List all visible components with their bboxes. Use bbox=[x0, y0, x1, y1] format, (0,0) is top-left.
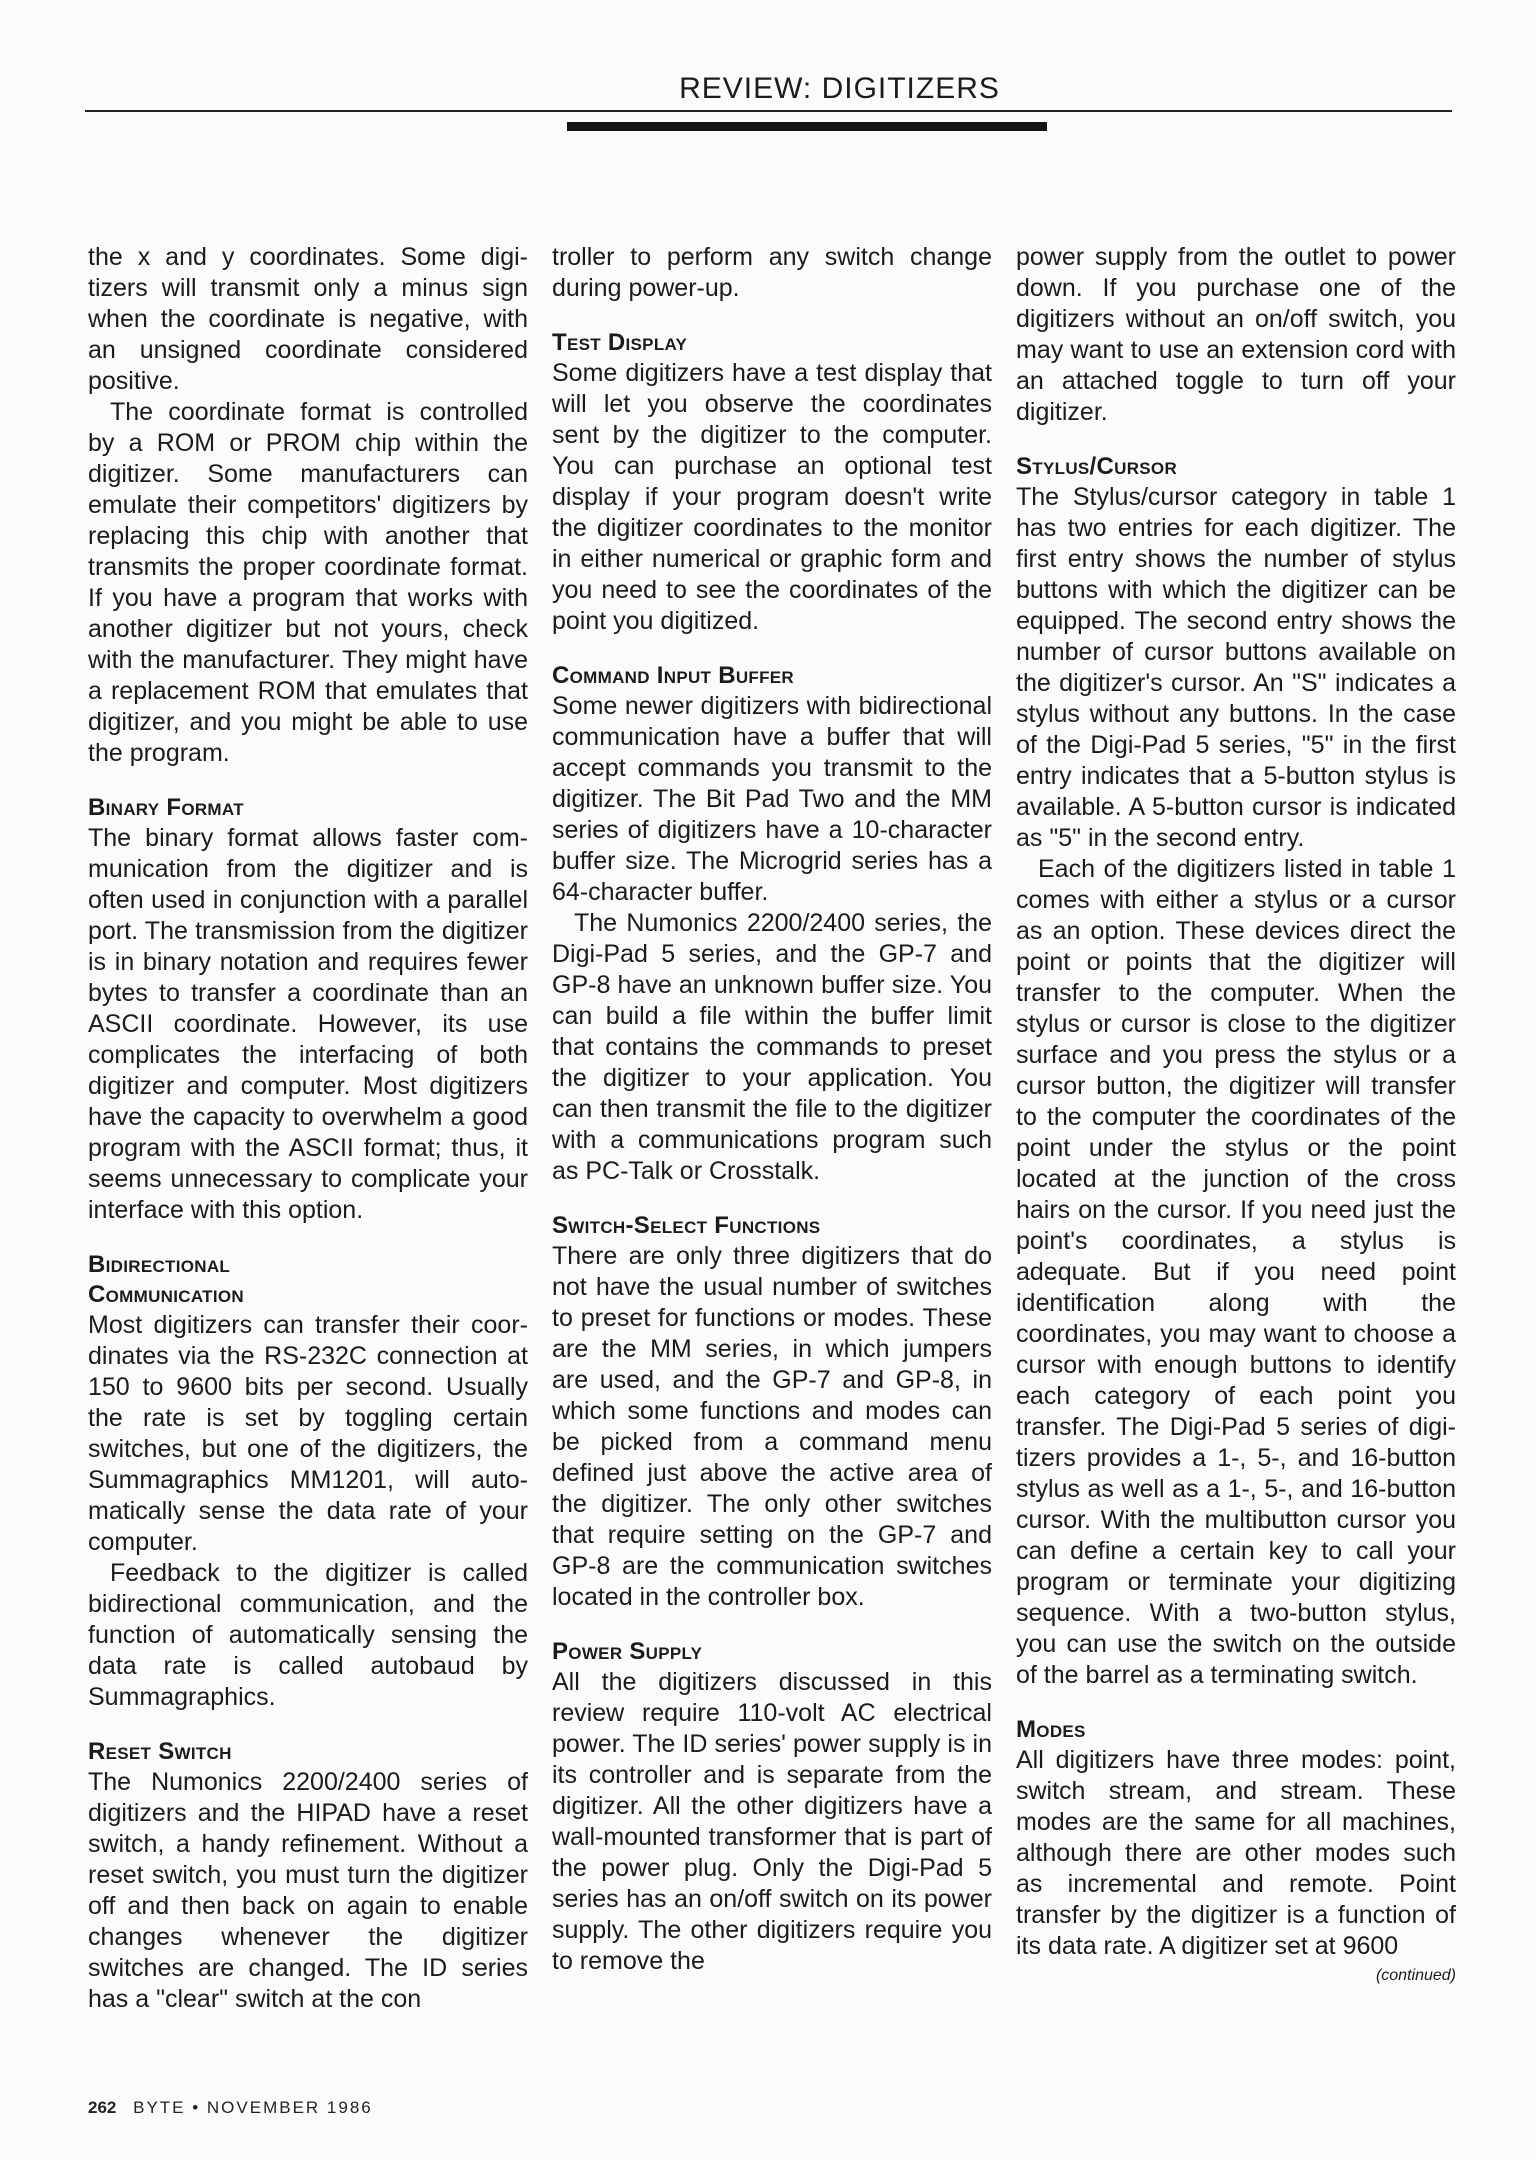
paragraph: Each of the digitizers listed in table 1 comes with either a stylus or a cursor as an option. These devices direct the point or points that the digitizer will transfer to the computer. When the stylus or cursor is close to the digitizer surface and you press the stylus or a cursor button, the digitizer will transfer to the computer the coordinates of the point under the stylus or the point located at the junction of the cross hairs on the cursor. If you need just the point's coordinates, a stylus is adequate. But if you need point identification along with the coordinates, you may want to choose a cursor with enough buttons to identify each category of each point you transfer. The Digi-Pad 5 series of digitizers provides a 1-, 5-, and 16-button stylus as well as a 1-, 5-, and 16-button cursor. With the multibutton cursor you can define a certain key to call your program or terminate your digitizing sequence. With a two-button stylus, you can use the switch on the outside of the barrel as a terminating switch. bbox=[1016, 855, 1456, 1689]
section-heading: Stylus/Cursor bbox=[1016, 453, 1178, 480]
paragraph: The Numonics 2200/2400 series, the Digi-Pad 5 series, and the GP-7 and GP-8 have an unknown buffer size. You can build a file within the buffer limit that contains the commands to preset the digitizer to your application. You can then transmit the file to the digitizer with a communications program such as PC-Talk or Crosstalk. bbox=[552, 909, 992, 1185]
section-heading: Bidirectional bbox=[88, 1251, 231, 1278]
paragraph: There are only three digitizers that do not have the usual number of switches to preset for functions or modes. These are the MM series, in which jumpers are used, and the GP-7 and GP-8, in which some functions and modes can be picked from a command menu defined just above the active area of the digitizer. The only other switches that require setting on the GP-7 and GP-8 are the communication switches located in the controller box. bbox=[552, 1242, 992, 1611]
publication-line: BYTE • NOVEMBER 1986 bbox=[133, 2098, 373, 2117]
paragraph: the x and y coordinates. Some digitizers will transmit only a minus sign when the coordinate is negative, with an unsigned coordinate considered positive. bbox=[88, 243, 528, 395]
paragraph: Some digitizers have a test display that will let you observe the coordinates sent by the digitizer to the computer. You can purchase an optional test display if your program doesn't write the digitizer coordinates to the monitor in either numerical or graphic form and you need to see the coordinates of the point you digitized. bbox=[552, 359, 992, 635]
page-footer bbox=[88, 2098, 373, 2118]
section-heading: Power Supply bbox=[552, 1638, 703, 1665]
paragraph: All digitizers have three modes: point, switch stream, and stream. These modes are the same for all machines, although there are other modes such as incremental and remote. Point transfer by the digitizer is a function of its data rate. A digitizer set at 9600 bbox=[1016, 1746, 1456, 1960]
section-heading: Communication bbox=[88, 1281, 244, 1308]
paragraph: Most digitizers can transfer their coordinates via the RS-232C connection at 150 to 9600 bits per second. Usually the rate is set by toggling certain switches, but one of the digitizers, the Summagraphics MM1201, will automatically sense the data rate of your computer. bbox=[88, 1311, 528, 1556]
paragraph: The binary format allows faster communication from the digitizer and is often used in conjunction with a parallel port. The transmission from the digitizer is in binary notation and requires fewer bytes to transfer a coordinate than an ASCII coordinate. However, its use complicates the interfacing of both digitizer and computer. Most digitizers have the capacity to overwhelm a good program with the ASCII format; thus, it seems unnecessary to complicate your interface with this option. bbox=[88, 824, 528, 1224]
section-heading: Reset Switch bbox=[88, 1738, 232, 1765]
header-title: REVIEW: DIGITIZERS bbox=[679, 72, 1000, 105]
text-column-3 bbox=[1016, 242, 1456, 1988]
header-bar bbox=[567, 122, 1047, 131]
text-column-2 bbox=[552, 242, 992, 1977]
paragraph: power supply from the outlet to power down. If you purchase one of the digitizers without an on/off switch, you may want to use an extension cord with an attached toggle to turn off your digitizer. bbox=[1016, 243, 1456, 426]
section-heading: Binary Format bbox=[88, 794, 244, 821]
header-rule bbox=[85, 110, 1452, 112]
page-number: 262 bbox=[88, 2098, 117, 2117]
paragraph: The Stylus/cursor category in table 1 has two entries for each digitizer. The first entry shows the number of stylus buttons with which the digitizer can be equipped. The second entry shows the number of cursor buttons available on the digitizer's cursor. An "S" indicates a stylus without any buttons. In the case of the Digi-Pad 5 series, "5" in the first entry indicates that a 5-button stylus is available. A 5-button cursor is indicated as "5" in the second entry. bbox=[1016, 483, 1456, 852]
paragraph: Feedback to the digitizer is called bidirectional communication, and the function of automatically sensing the data rate is called autobaud by Summagraphics. bbox=[88, 1559, 528, 1711]
section-heading: Command Input Buffer bbox=[552, 662, 794, 689]
paragraph: The Numonics 2200/2400 series of digitizers and the HIPAD have a reset switch, a handy refinement. Without a reset switch, you must turn the digitizer off and then back on again to enable changes whenever the digitizer switches are changed. The ID series has a "clear" switch at the con bbox=[88, 1768, 528, 2013]
paragraph: Some newer digitizers with bidirectional communication have a buffer that will accept commands you transmit to the digitizer. The Bit Pad Two and the MM series of digitizers have a 10-character buffer size. The Microgrid series has a 64-character buffer. bbox=[552, 692, 992, 906]
continued-note: (continued) bbox=[1375, 1967, 1456, 1984]
section-heading: Switch-Select Functions bbox=[552, 1212, 821, 1239]
running-header bbox=[85, 72, 1452, 132]
paragraph: All the digitizers discussed in this review require 110-volt AC electrical power. The ID series' power supply is in its controller and is separate from the digitizer. All the other digitizers have a wall-mounted transformer that is part of the power plug. Only the Digi-Pad 5 series has an on/off switch on its power supply. The other digitizers require you to remove the bbox=[552, 1668, 992, 1975]
section-heading: Test Display bbox=[552, 329, 688, 356]
section-heading: Modes bbox=[1016, 1716, 1086, 1743]
text-column-1 bbox=[88, 242, 528, 2015]
paragraph: The coordinate format is controlled by a ROM or PROM chip within the digitizer. Some manufacturers can emulate their competitors' digitizers by replacing this chip with another that transmits the proper coordinate format. If you have a program that works with another digitizer but not yours, check with the manufacturer. They might have a replacement ROM that emulates that digitizer, and you might be able to use the program. bbox=[88, 398, 528, 767]
paragraph: troller to perform any switch change during power-up. bbox=[552, 243, 992, 302]
